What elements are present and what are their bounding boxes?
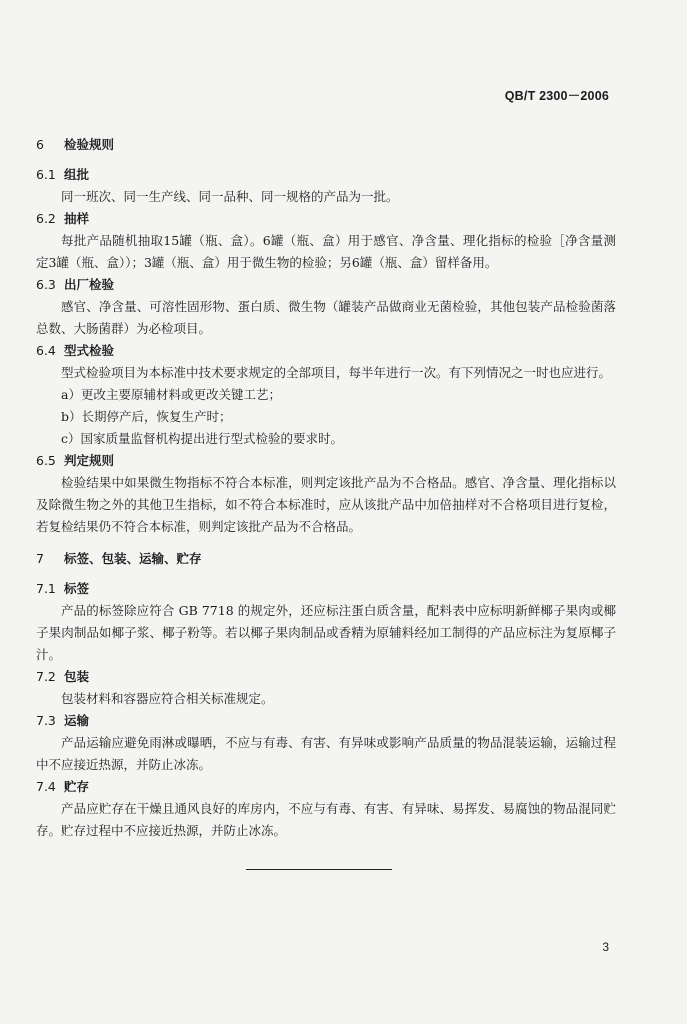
section-7-3-heading: 7.3 运输 xyxy=(36,713,90,728)
section-6-3-heading: 6.3 出厂检验 xyxy=(36,277,115,292)
section-7-1-heading: 7.1 标签 xyxy=(36,581,90,596)
section-7-2-body: 包装材料和容器应符合相关标准规定。 xyxy=(61,691,274,706)
standard-code: QB/T 2300－2006 xyxy=(504,89,609,103)
section-6-1-heading: 6.1 组批 xyxy=(36,167,90,182)
end-divider xyxy=(246,869,392,870)
section-7-4-body: 产品应贮存在干燥且通风良好的库房内，不应与有毒、有害、有异味、易挥发、易腐蚀的物品混同贮存。贮存过程中不应接近热源，并防止冰冻。 xyxy=(36,801,616,838)
section-7-4-heading: 7.4 贮存 xyxy=(36,779,90,794)
section-6-4-body: 型式检验项目为本标准中技术要求规定的全部项目，每半年进行一次。有下列情况之一时也应进行。 xyxy=(61,365,612,380)
section-7-3-body: 产品运输应避免雨淋或曝晒，不应与有毒、有害、有异味或影响产品质量的物品混装运输，运输过程中不应接近热源，并防止冰冻。 xyxy=(36,735,616,772)
page-number: 3 xyxy=(602,940,609,954)
section-6-4-heading: 6.4 型式检验 xyxy=(36,343,115,358)
section-6-5-heading: 6.5 判定规则 xyxy=(36,453,115,468)
document-body xyxy=(36,134,616,842)
section-7-2-heading: 7.2 包装 xyxy=(36,669,90,684)
section-6-1-body: 同一班次、同一生产线、同一品种、同一规格的产品为一批。 xyxy=(61,189,399,204)
section-6-3-body: 感官、净含量、可溶性固形物、蛋白质、微生物（罐装产品做商业无菌检验，其他包装产品检验菌落总数、大肠菌群）为必检项目。 xyxy=(36,299,616,336)
section-6-heading: 6 检验规则 xyxy=(36,137,115,152)
list-item: b）长期停产后，恢复生产时； xyxy=(61,409,232,424)
section-6-5-body: 检验结果中如果微生物指标不符合本标准，则判定该批产品为不合格品。感官、净含量、理化指标以及除微生物之外的其他卫生指标，如不符合本标准时，应从该批产品中加倍抽样对不合格项目进行复检，若复检结果仍不符合本标准，则判定该批产品为不合格品。 xyxy=(36,475,616,534)
section-6-2-body: 每批产品随机抽取15罐（瓶、盒）。6罐（瓶、盒）用于感官、净含量、理化指标的检验［净含量测定3罐（瓶、盒））；3罐（瓶、盒）用于微生物的检验；另6罐（瓶、盒）留样备用。 xyxy=(36,233,616,270)
section-7-heading: 7 标签、包装、运输、贮存 xyxy=(36,551,202,566)
list-item: a）更改主要原辅材料或更改关键工艺； xyxy=(61,387,281,402)
section-7-1-body: 产品的标签除应符合 GB 7718 的规定外，还应标注蛋白质含量，配料表中应标明新鲜椰子果肉或椰子果肉制品如椰子浆、椰子粉等。若以椰子果肉制品或香精为原辅料经加工制得的产品应标注为复原椰子汁。 xyxy=(36,603,616,662)
section-6-2-heading: 6.2 抽样 xyxy=(36,211,90,226)
list-item: c）国家质量监督机构提出进行型式检验的要求时。 xyxy=(61,431,344,446)
